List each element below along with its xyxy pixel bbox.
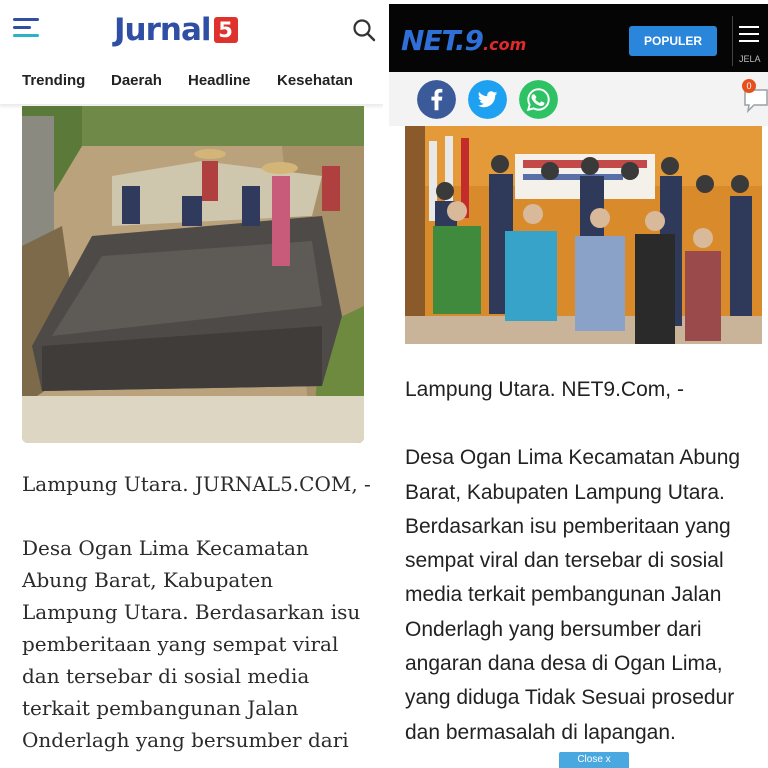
hamburger-menu-icon[interactable] (739, 26, 759, 46)
article-body: Desa Ogan Lima Kecamatan Abung Barat, Kabupaten Lampung Utara. Berdasarkan isu pemberitaan yang sempat viral dan tersebar di sosial media terkait pembangunan Jalan Onderlagh yang bersumber dari (22, 536, 361, 752)
nav-daerah[interactable]: Daerah (111, 72, 162, 89)
category-nav (0, 58, 383, 105)
logo-suffix: .com (483, 35, 527, 54)
search-icon[interactable] (352, 18, 376, 42)
logo-main: NET.9 (401, 24, 484, 57)
net9-logo[interactable] (401, 26, 526, 56)
net9-article-text (405, 373, 765, 750)
populer-button[interactable]: POPULER (629, 26, 717, 56)
facebook-icon[interactable] (417, 80, 456, 119)
logo-text: Jurnal (114, 12, 211, 48)
header-divider (732, 16, 733, 66)
whatsapp-icon[interactable] (519, 80, 558, 119)
jurnal5-header (0, 0, 383, 58)
dateline: Lampung Utara. NET9.Com, - (405, 378, 684, 401)
jurnal5-logo[interactable] (114, 12, 238, 48)
dateline: Lampung Utara. JURNAL5.COM, - (22, 472, 371, 496)
twitter-icon[interactable] (468, 80, 507, 119)
jurnal5-screenshot (0, 0, 383, 768)
logo-badge: 5 (214, 17, 238, 43)
nav-kesehatan[interactable]: Kesehatan (277, 72, 353, 89)
road-construction-photo (22, 106, 364, 443)
comment-count-badge: 0 (742, 79, 756, 93)
nav-trending[interactable]: Trending (22, 72, 86, 89)
hamburger-menu-icon[interactable] (13, 18, 39, 38)
nav-headline[interactable]: Headline (188, 72, 251, 89)
share-bar (389, 72, 768, 126)
article-body: Desa Ogan Lima Kecamatan Abung Barat, Kabupaten Lampung Utara. Berdasarkan isu pemberitaan yang sempat viral dan tersebar di sosial media terkait pembangunan Jalan Onderlagh yang bersumber dari angaran dana desa di Ogan Lima, yang diduga Tidak Sesuai prosedur dan bermasalah di lapangan. (405, 446, 741, 744)
side-label: JELA (739, 54, 761, 64)
group-photo (405, 126, 762, 344)
net9-header (389, 4, 768, 72)
close-ad-button[interactable]: Close x (559, 752, 629, 768)
net9-screenshot (389, 0, 768, 768)
jurnal5-article-text (22, 468, 372, 756)
